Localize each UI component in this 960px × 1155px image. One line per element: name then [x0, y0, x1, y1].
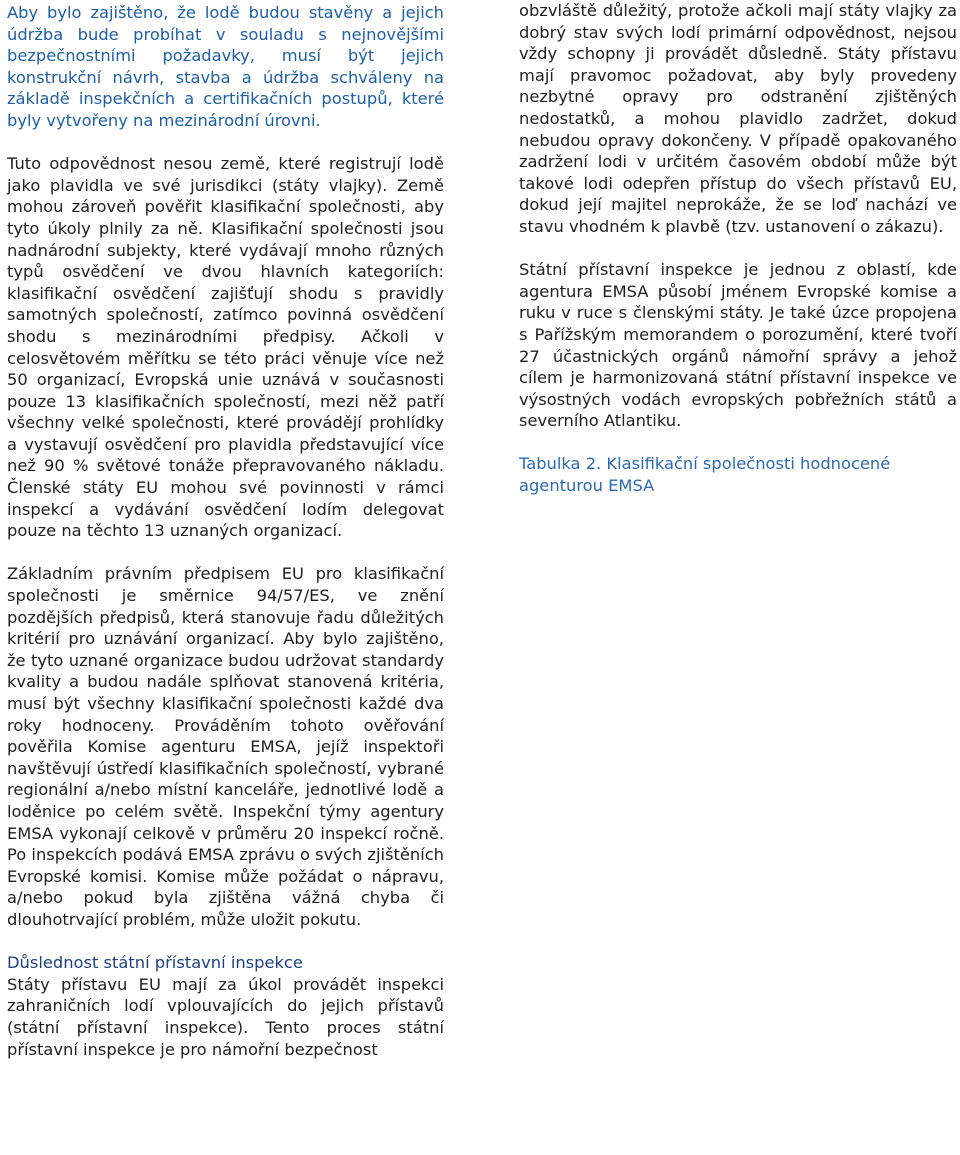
body-paragraph-classification-societies: Tuto odpovědnost nesou země, které registrují lodě jako plavidla ve své jurisdikci (státy vlajky). Země mohou zároveň pověřit klasifikační společnosti, aby tyto úkoly plnily za ně. Klasifikační společnosti jsou nadnárodní subjekty, které vydávají mnoho různých typů osvědčení ve dvou hlavních kategoriích: klasifikační osvědčení zajišťují shodu s pravidly samotných společností, zatímco povinná osvědčení shodu s mezinárodními předpisy. Ačkoli v celosvětovém měřítku se této práci věnuje více než 50 organizací, Evropská unie uznává v současnosti pouze 13 klasifikačních společností, mezi něž patří všechny velké společnosti, které provádějí prohlídky a vystavují osvědčení pro plavidla představující více než 90 % světové tonáže přepravovaného nákladu. Členské státy EU mohou své povinnosti v rámci inspekcí a vydávání osvědčení lodím delegovat pouze na těchto 13 uznaných organizací. — [7, 154, 444, 541]
table-caption: Tabulka 2. Klasifikační společnosti hodnocené agenturou EMSA — [519, 454, 891, 496]
body-paragraph-flag-states: obzvláště důležitý, protože ačkoli mají státy vlajky za dobrý stav svých lodí primární odpovědnost, nejsou vždy schopny ji provádět důsledně. Státy přístavu mají pravomoc požadovat, aby byly provedeny nezbytné opravy pro odstranění zjištěných nedostatků, a mohou plavidlo zadržet, dokud nebudou opravy dokončeny. V případě opakovaného zadržení lodi v určitém časovém období může být takové lodi odepřen přístup do všech přístavů EU, dokud její majitel neprokáže, že se loď nachází ve stavu vhodném k plavbě (tzv. ustanovení o zákazu). — [519, 1, 957, 236]
body-paragraph-eu-directive: Základním právním předpisem EU pro klasifikační společnosti je směrnice 94/57/ES, ve znění pozdějších předpisů, která stanovuje řadu důležitých kritérií pro uznávání organizací. Aby bylo zajištěno, že tyto uznané organizace budou udržovat standardy kvality a budou nadále splňovat stanovená kritéria, musí být všechny klasifikační společnosti každé dva roky hodnoceny. Prováděním tohoto ověřování pověřila Komise agenturu EMSA, jejíž inspektoři navštěvují ústředí klasifikačních společností, vybrané regionální a/nebo místní kanceláře, jednotlivé lodě a loděnice po celém světě. Inspekční týmy agentury EMSA vykonají celkově v průměru 20 inspekcí ročně. Po inspekcích podává EMSA zprávu o svých zjištěních Evropské komisi. Komise může požádat o nápravu, a/nebo pokud byla zjištěna vážná chyba či dlouhotrvající problém, může uložit pokutu. — [7, 564, 444, 929]
section-heading: Důslednost státní přístavní inspekce — [7, 953, 303, 973]
intro-paragraph: Aby bylo zajištěno, že lodě budou stavěny a jejich údržba bude probíhat v souladu s nejnovějšími bezpečnostními požadavky, musí být jejich konstrukční návrh, stavba a údržba schváleny na základě inspekčních a certifikačních postupů, které byly vytvořeny na mezinárodní úrovni. — [7, 3, 444, 130]
body-paragraph-port-state-control: Státy přístavu EU mají za úkol provádět inspekci zahraničních lodí vplouvajících do jejich přístavů (státní přístavní inspekce). Tento proces státní přístavní inspekce je pro námořní bezpečnost — [7, 974, 444, 1059]
left-column — [7, 0, 444, 1082]
right-column — [519, 0, 957, 518]
body-paragraph-paris-mou: Státní přístavní inspekce je jednou z oblastí, kde agentura EMSA působí jménem Evropské komise a ruku v ruce s členskými státy. Je také úzce propojena s Pařížským memorandem o porozumění, které tvoří 27 účastnických orgánů námořní správy a jehož cílem je harmonizovaná státní přístavní inspekce ve výsostných vodách evropských pobřežních států a severního Atlantiku. — [519, 260, 957, 431]
